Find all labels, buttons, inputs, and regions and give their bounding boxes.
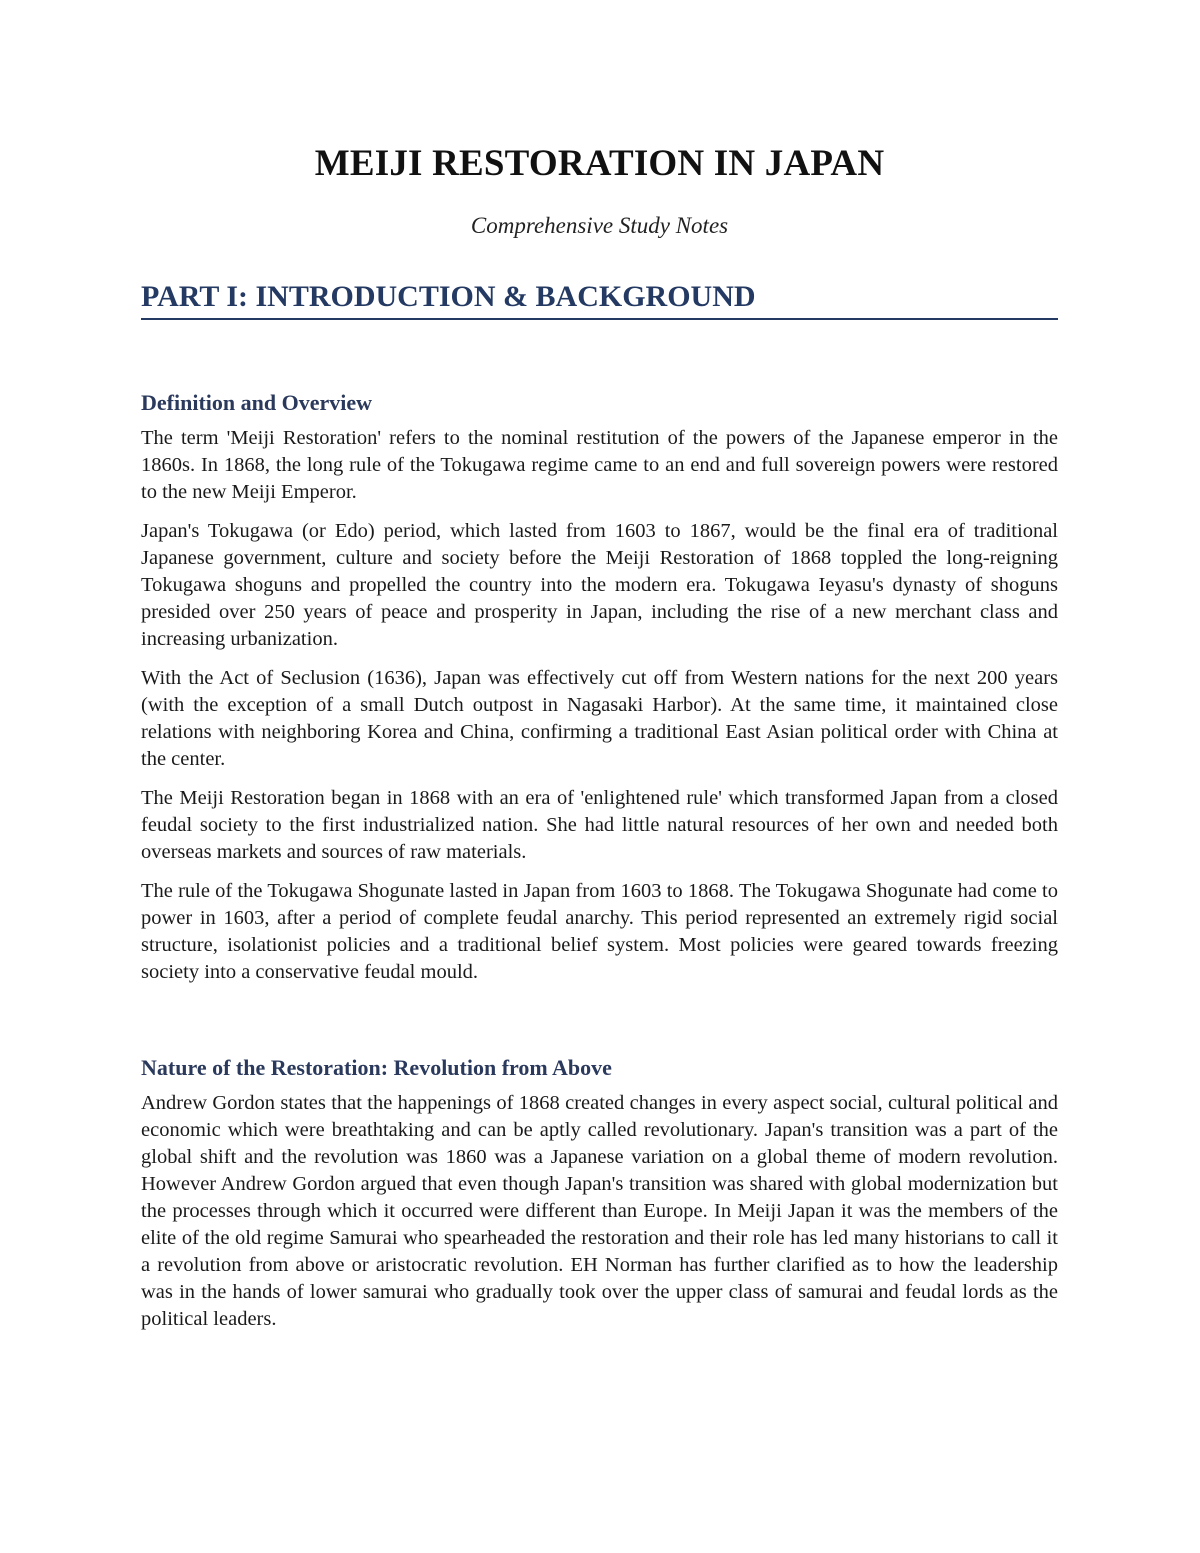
part-heading: PART I: INTRODUCTION & BACKGROUND [141, 280, 1058, 320]
section-heading: Nature of the Restoration: Revolution from Above [141, 1055, 612, 1080]
section-definition-overview [141, 390, 1058, 998]
document-subtitle: Comprehensive Study Notes [470, 213, 729, 238]
paragraph: Andrew Gordon states that the happenings of 1868 created changes in every aspect social, cultural political and economic which were breathtaking and can be aptly called revolutionary. Japan's transition was a part of the global shift and the revolution was 1860 was a Japanese variation on a global theme of modern revolution. However Andrew Gordon argued that even though Japan's transition was shared with global modernization but the processes through which it occurred were different than Europe. In Meiji Japan it was the members of the elite of the old regime Samurai who spearheaded the restoration and their role has led many historians to call it a revolution from above or aristocratic revolution. EH Norman has further clarified as to how the leadership was in the hands of lower samurai who gradually took over the upper class of samurai and feudal lords as the political leaders. [141, 1092, 1058, 1330]
section-nature-of-restoration [141, 1055, 1058, 1345]
paragraph: Japan's Tokugawa (or Edo) period, which lasted from 1603 to 1867, would be the final era of traditional Japanese government, culture and society before the Meiji Restoration of 1868 toppled the long-reigning Tokugawa shoguns and propelled the country into the modern era. Tokugawa Ieyasu's dynasty of shoguns presided over 250 years of peace and prosperity in Japan, including the rise of a new merchant class and increasing urbanization. [141, 520, 1058, 650]
section-heading: Definition and Overview [141, 390, 372, 415]
paragraph: With the Act of Seclusion (1636), Japan was effectively cut off from Western nations for the next 200 years (with the exception of a small Dutch outpost in Nagasaki Harbor). At the same time, it maintained close relations with neighboring Korea and China, confirming a traditional East Asian political order with China at the center. [141, 667, 1058, 770]
paragraph: The Meiji Restoration began in 1868 with an era of 'enlightened rule' which transformed Japan from a closed feudal society to the first industrialized nation. She had little natural resources of her own and needed both overseas markets and sources of raw materials. [141, 787, 1058, 863]
document-title: MEIJI RESTORATION IN JAPAN [314, 143, 885, 184]
paragraph: The term 'Meiji Restoration' refers to the nominal restitution of the powers of the Japanese emperor in the 1860s. In 1868, the long rule of the Tokugawa regime came to an end and full sovereign powers were restored to the new Meiji Emperor. [141, 427, 1058, 503]
paragraph: The rule of the Tokugawa Shogunate lasted in Japan from 1603 to 1868. The Tokugawa Shogunate had come to power in 1603, after a period of complete feudal anarchy. This period represented an extremely rigid social structure, isolationist policies and a traditional belief system. Most policies were geared towards freezing society into a conservative feudal mould. [141, 880, 1058, 983]
